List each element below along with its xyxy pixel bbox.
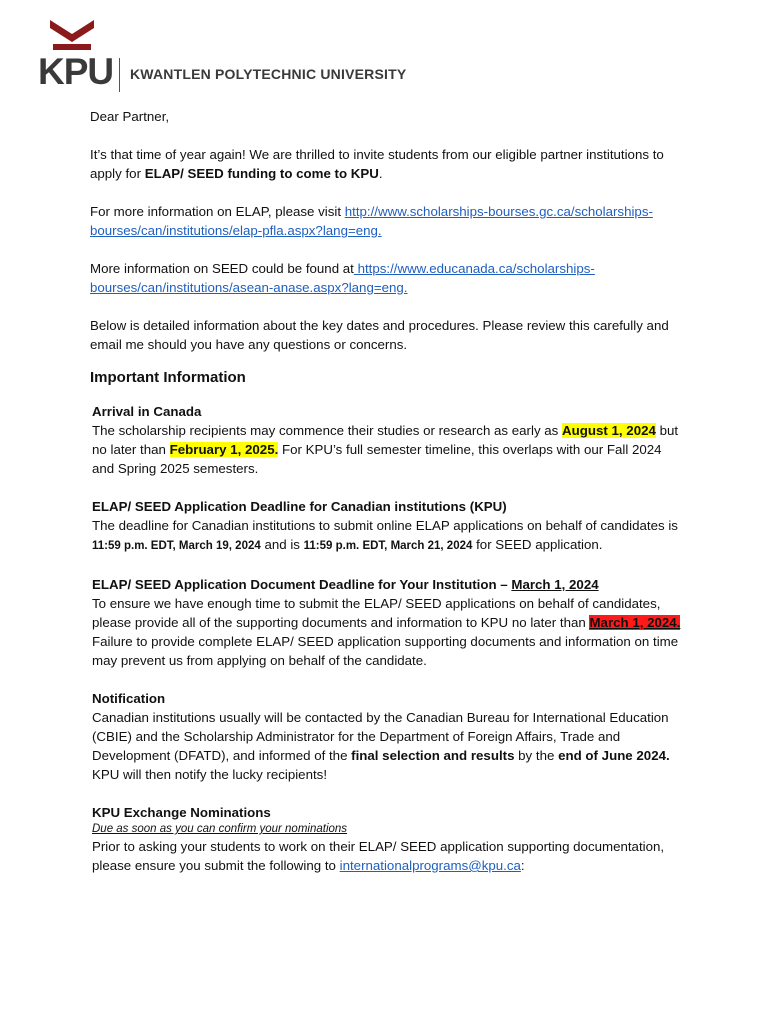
arrival-end-date: February 1, 2025.	[169, 442, 279, 457]
deadline-docs-section	[90, 575, 686, 670]
deadline-docs-heading: ELAP/ SEED Application Document Deadline for Your Institution – March 1, 2024	[92, 577, 599, 592]
nominations-subheading: Due as soon as you can confirm your nominations	[92, 823, 348, 835]
notification-section	[90, 689, 686, 784]
nominations-section	[90, 803, 686, 875]
logo-text: KPU	[38, 51, 114, 92]
email-link[interactable]: internationalprograms@kpu.ca	[339, 858, 521, 873]
arrival-section	[90, 402, 686, 478]
deadline-docs-text: To ensure we have enough time to submit the ELAP/ SEED applications on behalf of candidates, please provide all of the supporting documents and information to KPU no later than March 1, 2024. Failure to provide complete ELAP/ SEED application supporting documents and information on time may prevent us from applying on behalf of the candidate.	[92, 596, 681, 668]
nominations-heading: KPU Exchange Nominations	[92, 805, 271, 820]
nominations-text: Prior to asking your students to work on their ELAP/ SEED application supporting documentation, please ensure you submit the following to internationalprograms@kpu.ca:	[92, 839, 665, 873]
letter-body	[90, 107, 686, 875]
arrival-text: The scholarship recipients may commence their studies or research as early as August 1, 2024 but no later than February 1, 2025. For KPU’s full semester timeline, this overlaps with our Fall 2024 and Spring 2025 semesters.	[92, 423, 679, 476]
greeting: Dear Partner,	[90, 109, 170, 124]
arrival-start-date: August 1, 2024	[562, 423, 656, 438]
deadline-canada-section	[90, 497, 686, 556]
notification-heading: Notification	[92, 691, 166, 706]
letterhead	[38, 20, 438, 92]
kpu-logo-mark-icon	[50, 20, 94, 54]
deadline-canada-heading: ELAP/ SEED Application Deadline for Canadian institutions (KPU)	[92, 499, 507, 514]
section-title-important: Important Information	[90, 369, 246, 386]
seed-info-paragraph: More information on SEED could be found at https://www.educanada.ca/scholarships-bourses/can/institutions/asean-anase.aspx?lang=eng.	[90, 261, 595, 295]
elap-info-paragraph: For more information on ELAP, please visit http://www.scholarships-bourses.gc.ca/scholarships-bourses/can/institutions/elap-pfla.aspx?lang=eng.	[90, 204, 653, 238]
notification-text: Canadian institutions usually will be contacted by the Canadian Bureau for International Education (CBIE) and the Scholarship Administrator for the Department of Foreign Affairs, Trade and Development (DFATD), and informed of the final selection and results by the end of June 2024. KPU will then notify the lucky recipients!	[92, 710, 670, 782]
deadline-canada-text: The deadline for Canadian institutions to submit online ELAP applications on behalf of candidates is 11:59 p.m. EDT, March 19, 2024 and is 11:59 p.m. EDT, March 21, 2024 for SEED application.	[92, 518, 678, 552]
arrival-heading: Arrival in Canada	[92, 404, 202, 419]
seed-link[interactable]: https://www.educanada.ca/scholarships-bourses/can/institutions/asean-anase.aspx?lang=eng.	[90, 261, 595, 295]
logo-divider	[119, 58, 120, 92]
docs-deadline-date: March 1, 2024.	[589, 615, 681, 630]
intro-paragraph: It’s that time of year again! We are thrilled to invite students from our eligible partner institutions to apply for ELAP/ SEED funding to come to KPU.	[90, 147, 664, 181]
university-name: KWANTLEN POLYTECHNIC UNIVERSITY	[130, 66, 407, 82]
elap-link[interactable]: http://www.scholarships-bourses.gc.ca/scholarships-bourses/can/institutions/elap-pfla.aspx?lang=eng.	[90, 204, 653, 238]
below-info-paragraph: Below is detailed information about the key dates and procedures. Please review this carefully and email me should you have any questions or concerns.	[90, 318, 669, 352]
